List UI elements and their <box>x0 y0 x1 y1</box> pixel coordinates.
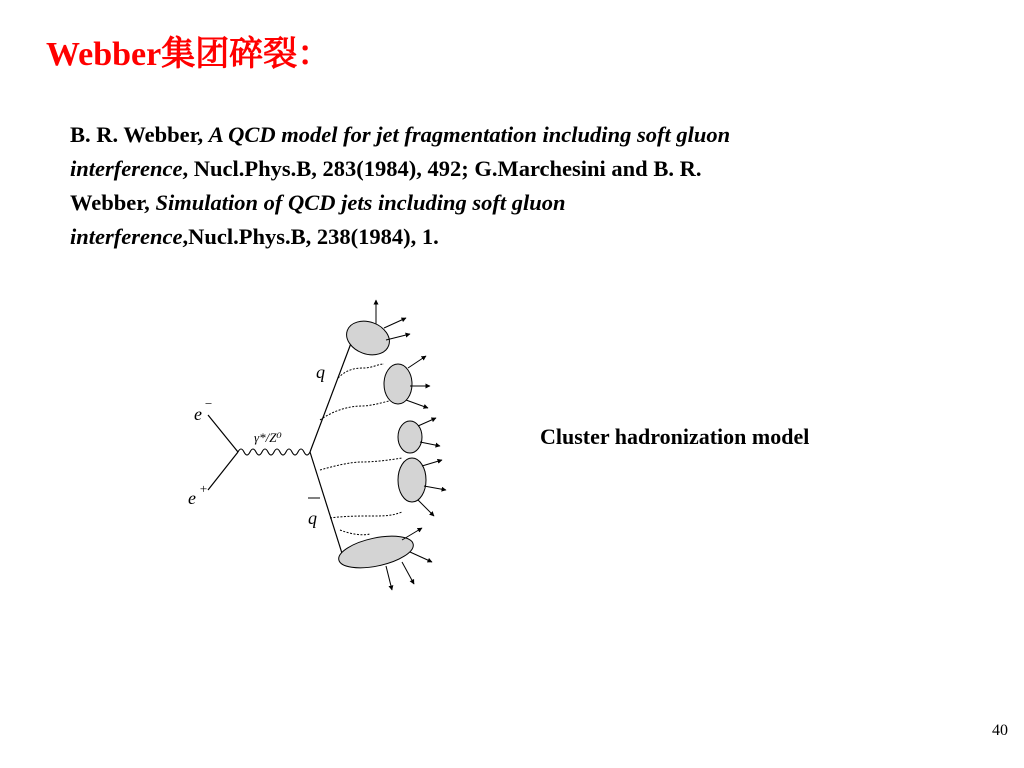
positron-line <box>208 452 238 490</box>
cluster-2 <box>384 364 412 404</box>
electron-line <box>208 415 238 452</box>
positron-superscript: + <box>199 481 208 496</box>
cluster-5 <box>336 530 416 573</box>
boson-label: γ*/Z⁰ <box>254 430 282 445</box>
gluon-5 <box>340 530 370 535</box>
electron-superscript: − <box>204 396 213 411</box>
gluon-1 <box>338 364 384 378</box>
electron-label: e <box>194 404 202 424</box>
positron-label: e <box>188 488 196 508</box>
reference-part-4: ,Nucl.Phys.B, 238(1984), 1. <box>182 224 439 249</box>
reference-title-1-line-1: A QCD model for jet fragmentation including soft gluon <box>208 122 731 147</box>
gluon-2 <box>320 398 402 420</box>
feynman-diagram-svg <box>180 290 470 610</box>
reference-title-2-line-2: interference <box>70 224 183 249</box>
cluster-hadronization-diagram <box>180 290 470 610</box>
reference-part-1: B. R. Webber, <box>70 122 209 147</box>
quark-line <box>310 330 356 452</box>
reference-text <box>70 118 940 254</box>
reference-part-3: Webber, <box>70 190 156 215</box>
boson-propagator <box>238 449 310 455</box>
cluster-4 <box>398 458 426 502</box>
slide-title: Webber集团碎裂： <box>46 36 332 73</box>
reference-title-1-line-2: interference <box>70 156 183 181</box>
quark-label: q <box>316 362 325 382</box>
cluster-1 <box>342 315 394 360</box>
gluon-3 <box>320 458 402 470</box>
antiquark-label: q <box>308 508 317 528</box>
reference-title-2-line-1: Simulation of QCD jets including soft gluon <box>155 190 566 215</box>
gluon-4 <box>330 512 402 518</box>
diagram-caption: Cluster hadronization model <box>540 424 810 449</box>
page-number: 40 <box>992 722 1008 739</box>
reference-part-2: , Nucl.Phys.B, 283(1984), 492; G.Marchesini and B. R. <box>182 156 702 181</box>
